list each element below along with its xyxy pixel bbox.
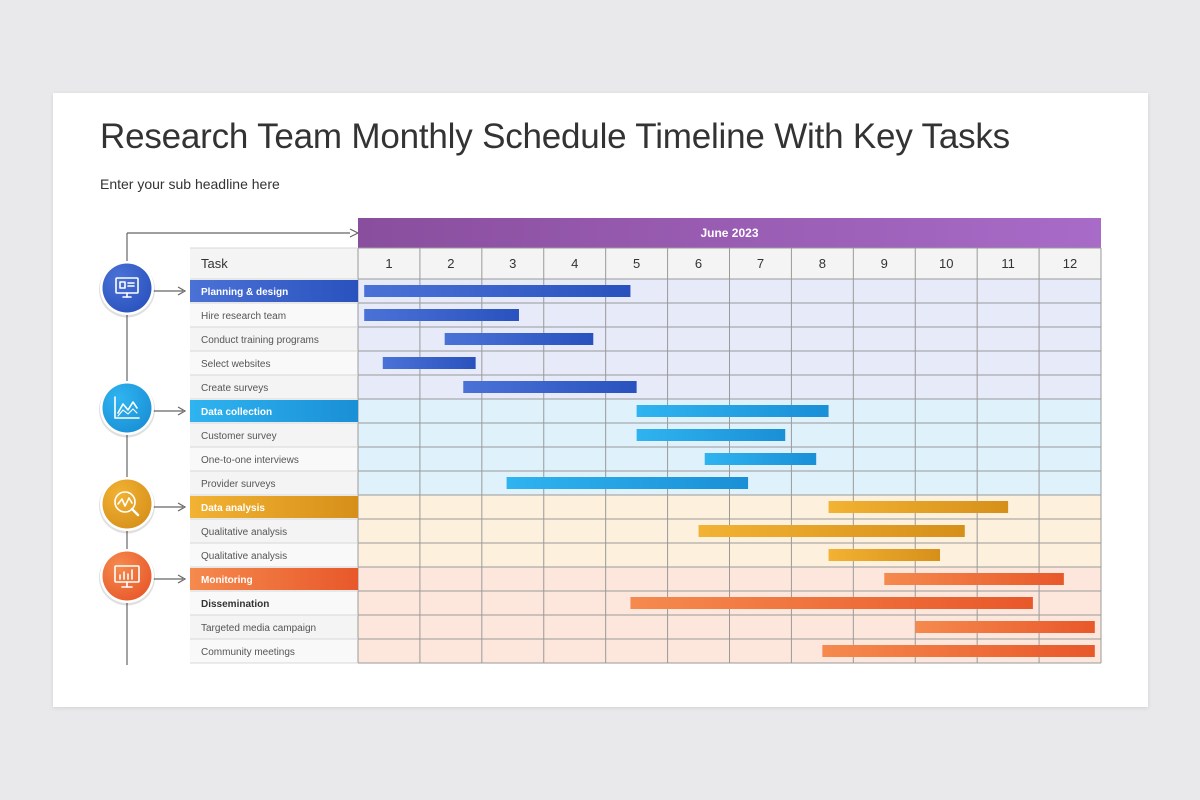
period-header-row bbox=[190, 248, 1101, 279]
task-bar bbox=[445, 333, 594, 345]
task-label: Conduct training programs bbox=[201, 335, 319, 346]
task-bar bbox=[829, 549, 940, 561]
period-label: 4 bbox=[571, 256, 579, 271]
task-label: Create surveys bbox=[201, 383, 269, 394]
task-bar bbox=[463, 381, 636, 393]
period-label: 2 bbox=[447, 256, 455, 271]
task-bar bbox=[630, 597, 1032, 609]
period-label: 5 bbox=[633, 256, 641, 271]
task-label: One-to-one interviews bbox=[201, 455, 299, 466]
task-label: Provider surveys bbox=[201, 479, 276, 490]
task-bar bbox=[383, 357, 476, 369]
presentation-icon-circle bbox=[103, 552, 152, 601]
task-bar bbox=[699, 525, 965, 537]
task-bar bbox=[637, 405, 829, 417]
task-bar bbox=[822, 645, 1094, 657]
page-title: Research Team Monthly Schedule Timeline With Key Tasks bbox=[100, 117, 1010, 156]
period-label: 12 bbox=[1062, 256, 1078, 271]
task-label: Select websites bbox=[201, 359, 271, 370]
task-label: Qualitative analysis bbox=[201, 527, 288, 538]
task-label: Qualitative analysis bbox=[201, 551, 288, 562]
task-label: Community meetings bbox=[201, 647, 295, 658]
period-label: 11 bbox=[1001, 256, 1015, 271]
task-bar bbox=[364, 309, 519, 321]
slide bbox=[53, 93, 1148, 707]
month-label: June 2023 bbox=[700, 226, 759, 240]
task-bar bbox=[507, 477, 748, 489]
category-label: Data collection bbox=[201, 407, 273, 418]
task-bar bbox=[915, 621, 1095, 633]
monitor-icon-circle bbox=[103, 264, 152, 313]
period-label: 6 bbox=[694, 256, 703, 271]
category-label: Data analysis bbox=[201, 503, 265, 514]
category-label: Dissemination bbox=[201, 599, 270, 610]
task-bar bbox=[884, 573, 1064, 585]
task-bar bbox=[829, 501, 1009, 513]
magnifier-chart-icon-circle bbox=[103, 480, 152, 529]
period-label: 8 bbox=[818, 256, 826, 271]
category-label: Planning & design bbox=[201, 287, 289, 298]
period-label: 7 bbox=[756, 256, 765, 271]
task-bar bbox=[364, 285, 630, 297]
period-label: 3 bbox=[509, 256, 517, 271]
period-label: 10 bbox=[938, 256, 954, 271]
task-bar bbox=[705, 453, 816, 465]
period-label: 9 bbox=[880, 256, 888, 271]
period-label: 1 bbox=[385, 256, 393, 271]
arrow-head bbox=[350, 229, 358, 237]
task-bar bbox=[637, 429, 786, 441]
gantt-chart bbox=[53, 93, 1148, 707]
task-label: Customer survey bbox=[201, 431, 277, 442]
task-label: Hire research team bbox=[201, 311, 287, 322]
task-label: Targeted media campaign bbox=[201, 623, 317, 634]
task-column-header: Task bbox=[201, 256, 228, 271]
page-subtitle: Enter your sub headline here bbox=[100, 176, 280, 192]
category-label: Monitoring bbox=[201, 575, 253, 586]
